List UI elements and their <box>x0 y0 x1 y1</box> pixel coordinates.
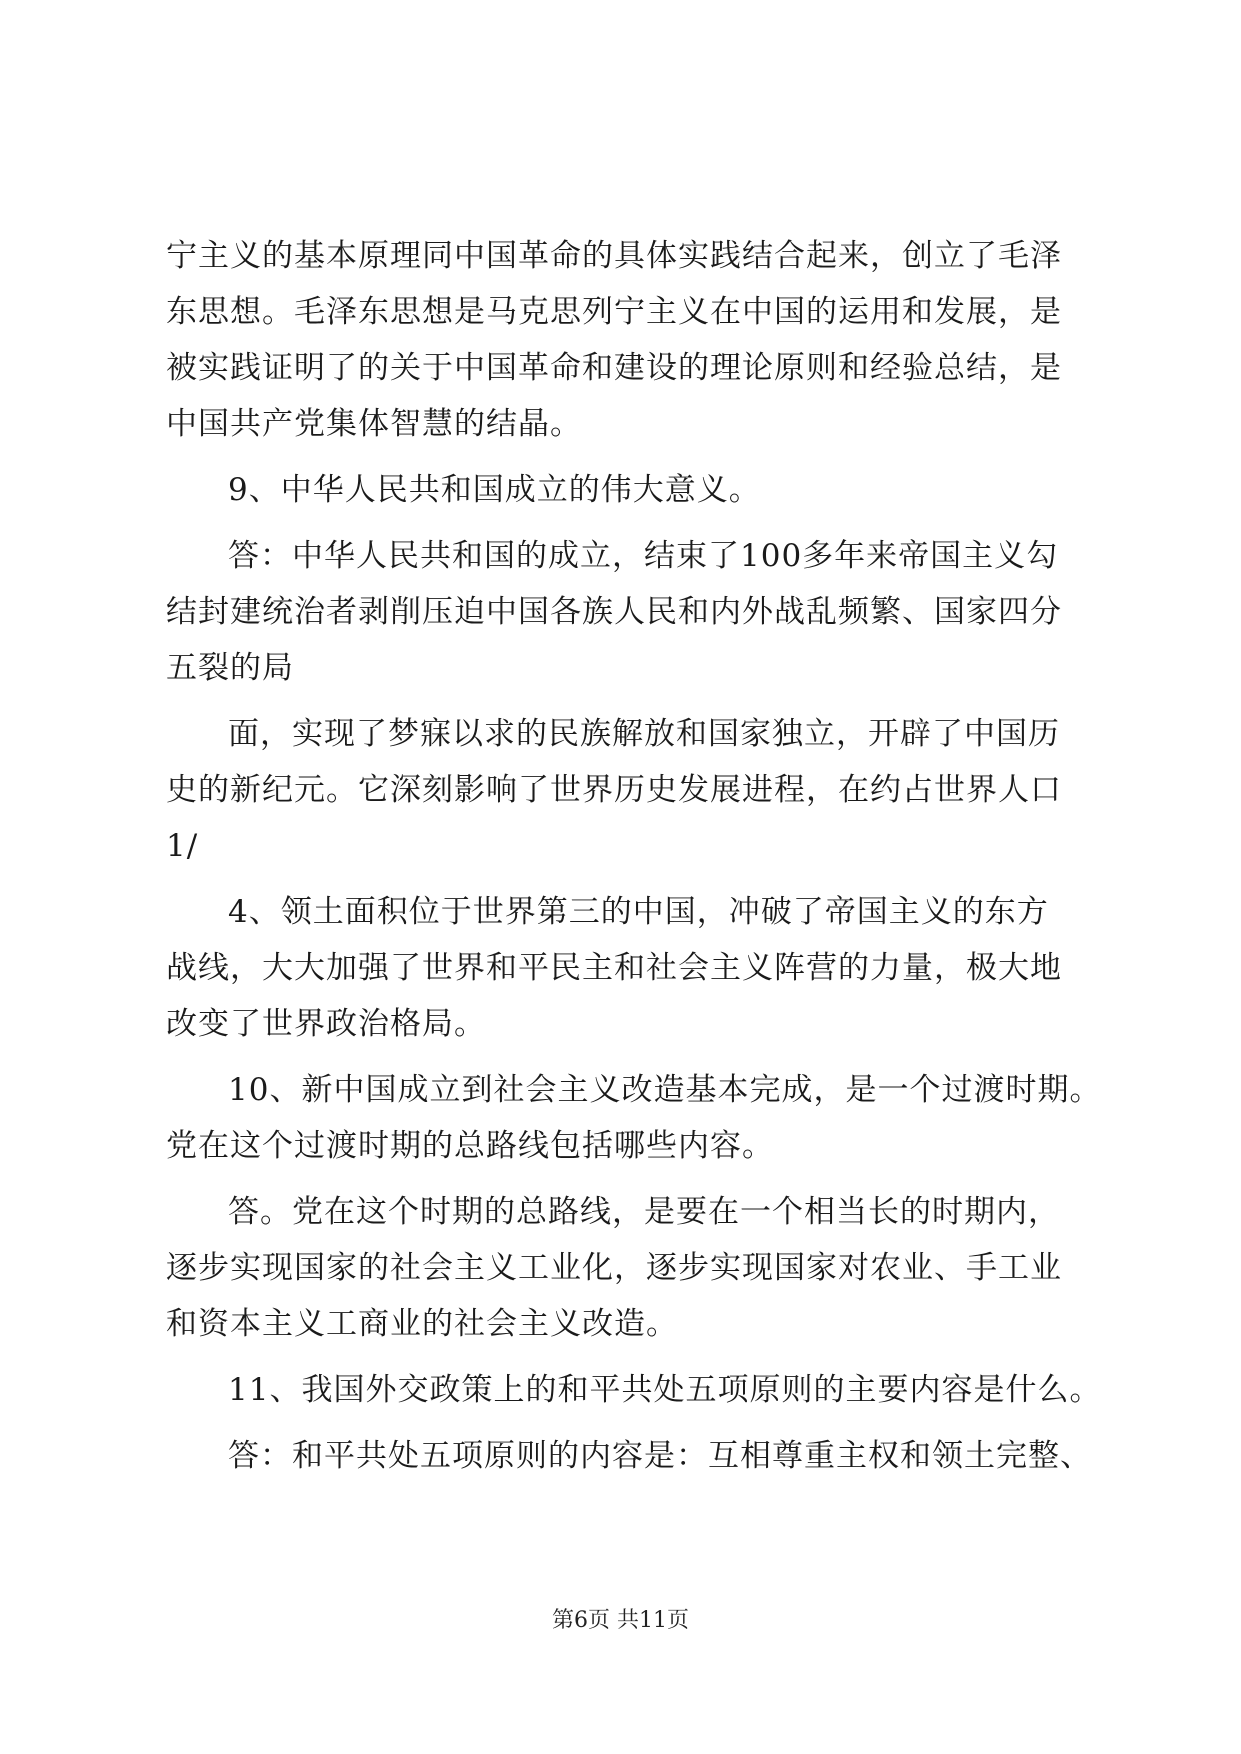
text-line: 答。党在这个时期的总路线，是要在一个相当长的时期内， <box>228 1194 1060 1230</box>
text-line: 4、领土面积位于世界第三的中国，冲破了帝国主义的东方 <box>228 894 1049 930</box>
text-line: 1/ <box>166 828 199 864</box>
text-line: 10、新中国成立到社会主义改造基本完成，是一个过渡时期。 <box>228 1072 1102 1108</box>
text-line: 和资本主义工商业的社会主义改造。 <box>166 1306 678 1342</box>
text-line: 改变了世界政治格局。 <box>166 1006 486 1042</box>
text-line: 史的新纪元。它深刻影响了世界历史发展进程，在约占世界人口 <box>166 772 1062 808</box>
page-footer: 第6页 共11页 <box>552 1608 689 1633</box>
text-line: 答：和平共处五项原则的内容是：互相尊重主权和领土完整、 <box>228 1438 1092 1474</box>
text-line: 宁主义的基本原理同中国革命的具体实践结合起来，创立了毛泽 <box>166 238 1062 274</box>
text-line: 战线，大大加强了世界和平民主和社会主义阵营的力量，极大地 <box>166 950 1062 986</box>
text-line: 中国共产党集体智慧的结晶。 <box>166 406 582 442</box>
text-line: 被实践证明了的关于中国革命和建设的理论原则和经验总结，是 <box>166 350 1062 386</box>
text-line: 答：中华人民共和国的成立，结束了100多年来帝国主义勾 <box>228 538 1059 574</box>
text-line: 结封建统治者剥削压迫中国各族人民和内外战乱频繁、国家四分 <box>166 594 1062 630</box>
text-line: 东思想。毛泽东思想是马克思列宁主义在中国的运用和发展，是 <box>166 294 1062 330</box>
text-line: 逐步实现国家的社会主义工业化，逐步实现国家对农业、手工业 <box>166 1250 1062 1286</box>
document-body <box>166 228 1102 1484</box>
text-line: 五裂的局 <box>166 650 294 686</box>
text-line: 11、我国外交政策上的和平共处五项原则的主要内容是什么。 <box>228 1372 1102 1408</box>
text-line: 面，实现了梦寐以求的民族解放和国家独立，开辟了中国历 <box>228 716 1060 752</box>
text-line: 9、中华人民共和国成立的伟大意义。 <box>228 472 761 508</box>
text-line: 党在这个过渡时期的总路线包括哪些内容。 <box>166 1128 774 1164</box>
